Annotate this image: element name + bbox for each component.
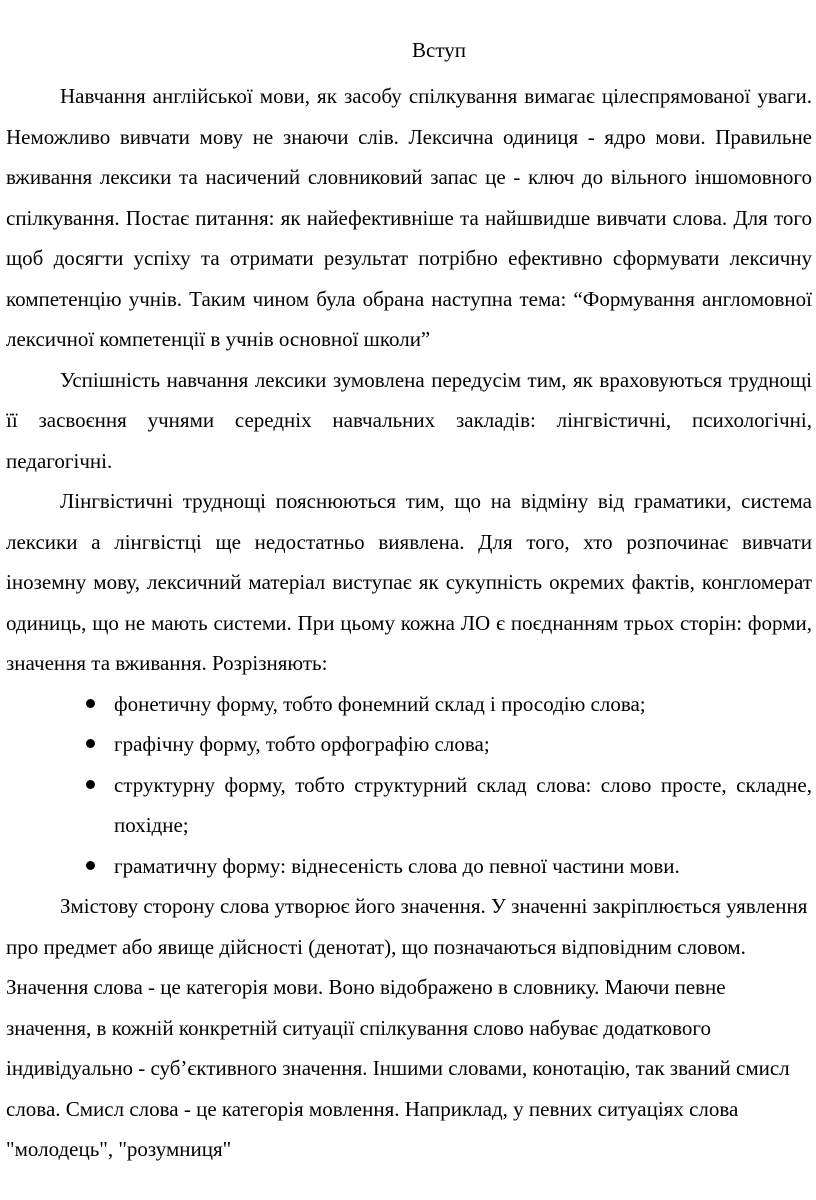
list-item — [6, 724, 812, 765]
list-item-text: граматичну форму: віднесеність слова до певної частини мови. — [114, 853, 680, 878]
bullet-icon — [86, 739, 95, 748]
list-item-text: структурну форму, тобто структурний склад слова: слово просте, складне, похідне; — [114, 772, 812, 837]
bullet-icon — [86, 699, 95, 708]
paragraph-linguistic: Лінгвістичні труднощі пояснюються тим, що на відміну від граматики, система лексики а лінгвістці ще недостатньо виявлена. Для того, хто розпочинає вивчати іноземну мову, лексичний матеріал виступає як сукупність окремих фактів, конгломерат одиниць, що не мають системи. При цьому кожна ЛО є поєднанням трьох сторін: форми, значення та вживання. Розрізняють: — [6, 489, 812, 675]
paragraph-intro: Навчання англійської мови, як засобу спілкування вимагає цілеспрямованої уваги. Неможливо вивчати мову не знаючи слів. Лексична одиниця - ядро мови. Правильне вживання лексики та насичений словниковий запас це - ключ до вільного іншомовного спілкування. Постає питання: як найефективніше та найшвидше вивчати слова. Для того щоб досягти успіху та отримати результат потрібно ефективно сформувати лексичну компетенцію учнів. Таким чином була обрана наступна тема: “Формування англомовної лексичної компетенції в учнів основної школи” — [6, 84, 812, 351]
bullet-icon — [86, 780, 95, 789]
list-item — [6, 846, 812, 887]
list-item — [6, 765, 812, 846]
list-item — [6, 684, 812, 725]
paragraph-difficulties: Успішність навчання лексики зумовлена передусім тим, як враховуються труднощі її засвоєння учнями середніх навчальних закладів: лінгвістичні, психологічні, педагогічні. — [6, 367, 812, 473]
word-forms-list — [6, 684, 812, 887]
list-item-text: графічну форму, тобто орфографію слова; — [114, 732, 490, 756]
paragraph-meaning: Змістову сторону слова утворює його значення. У значенні закріплюється уявлення про предмет або явище дійсності (денотат), що позначаються відповідним словом. Значення слова - це категорія мови. Воно відображено в словнику. Маючи певне значення, в кожній конкретній ситуації спілкування слово набуває додаткового індивідуально - суб’єктивного значення. Іншими словами, конотацію, так званий смисл слова. Смисл слова - це категорія мовлення. Наприклад, у певних ситуаціях слова "молодець", "розумниця" — [6, 894, 808, 1161]
document-title: Вступ — [412, 38, 466, 62]
bullet-icon — [86, 861, 95, 870]
list-item-text: фонетичну форму, тобто фонемний склад і просодію слова; — [114, 691, 646, 716]
